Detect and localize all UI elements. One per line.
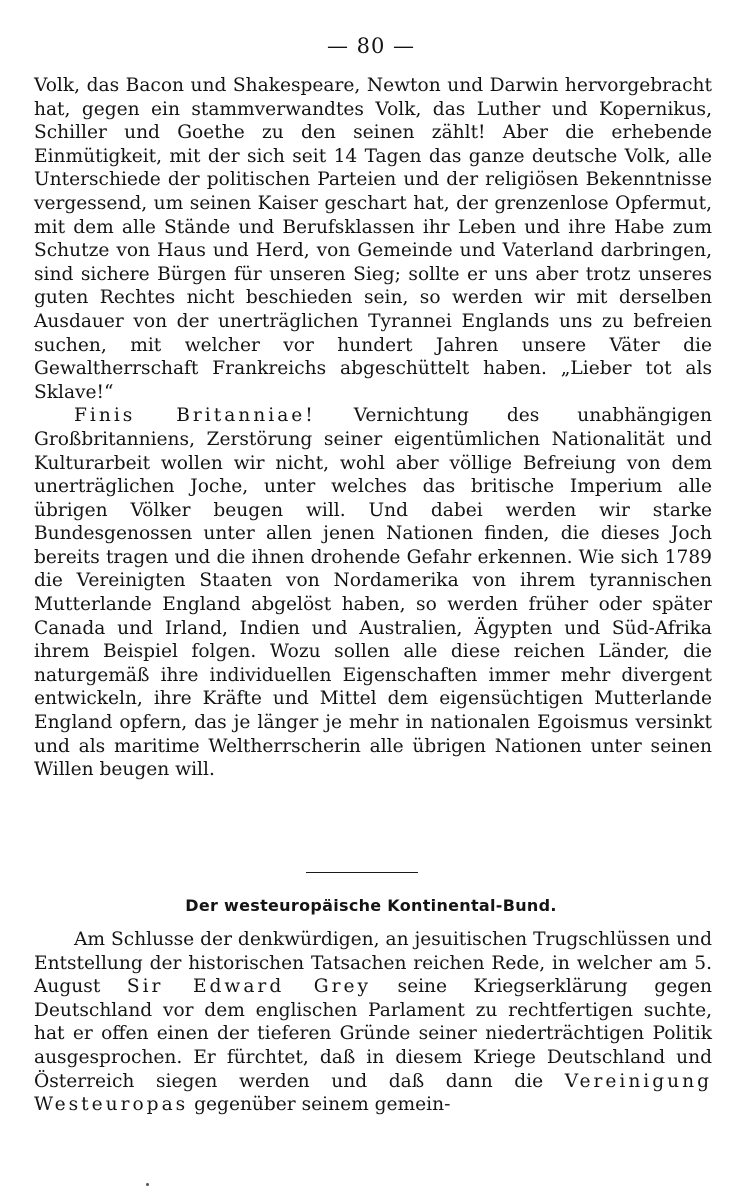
print-speck [146,1183,149,1186]
page-number: — 80 — [326,34,416,58]
emphasis-finis-britanniae: Finis Britanniae! [74,405,316,427]
section-heading: Der westeuropäische Kontinental-Bund. [185,896,557,915]
emphasis-term: Vereinigung Westeuropas [34,1070,712,1116]
emphasis-person-name: Sir Edward Grey [126,976,372,998]
paragraph-finis-britanniae [34,404,712,782]
paragraph-finis-britanniae-text: Vernichtung des unabhängigen Großbritanniens, Zerstörung seiner eigentümlichen Nationalität und Kulturarbeit wollen wir nicht, wohl aber völlige Befreiung von dem unerträglichen Joche, unter welches das britische Imperium alle übrigen Völker beugen will. Und dabei werden wir starke Bundesgenossen unter allen jenen Nationen finden, die dieses Joch bereits tragen und die ihnen drohende Gefahr erkennen. Wie sich 1789 die Vereinigten Staaten von Nordamerika von ihrem tyrannischen Mutterlande England abgelöst haben, so werden früher oder später Canada und Irland, Indien und Australien, Ägypten und Süd-Afrika ihrem Beispiel folgen. Wozu sollen alle diese reichen Länder, die naturgemäß ihre individuellen Eigenschaften immer mehr divergent entwickeln, ihre Kräfte und Mittel dem eigensüchtigen Mutterlande England opfern, das je länger je mehr in nationalen Egoismus versinkt und als maritime Weltherrscherin alle übrigen Nationen unter seinen Willen beugen will. [34,405,712,781]
body-text-top [34,74,712,782]
paragraph-text-part-3: gegenüber seinem gemein- [188,1094,451,1116]
paragraph-text-part-2: seine Kriegserklärung gegen Deutschland vor dem englischen Parlament zu rechtfertigen suchte, hat er offen einen der tieferen Gründe seiner niederträchtigen Politik ausgesprochen. Er fürchtet, daß in diesem Kriege Deutschland und Österreich siegen werden und daß dann die [34,976,712,1092]
paragraph-text-part-1: Am Schlusse der denkwürdigen, an jesuitischen Trugschlüssen und Entstellung der historischen Tatsachen reichen Rede, in welcher am 5. August [34,929,712,998]
section-divider [306,872,418,873]
paragraph-kontinental-bund [34,928,712,1117]
body-text-bottom [34,928,712,1117]
paragraph-continued: Volk, das Bacon und Shakespeare, Newton und Darwin hervorgebracht hat, gegen ein stammverwandtes Volk, das Luther und Kopernikus, Schiller und Goethe zu den seinen zählt! Aber die erhebende Einmütigkeit, mit der sich seit 14 Tagen das ganze deutsche Volk, alle Unterschiede der politischen Parteien und der religiösen Bekenntnisse vergessend, um seinen Kaiser geschart hat, der grenzenlose Opfermut, mit dem alle Stände und Berufsklassen ihr Leben und ihre Habe zum Schutze von Haus und Herd, von Gemeinde und Vaterland darbringen, sind sichere Bürgen für unseren Sieg; sollte er uns aber trotz unseres guten Rechtes nicht beschieden sein, so werden wir mit derselben Ausdauer von der unerträglichen Tyrannei Englands uns zu befreien suchen, mit welcher vor hundert Jahren unsere Väter die Gewaltherrschaft Frankreichs abgeschüttelt haben. „Lieber tot als Sklave!“ [34,75,712,403]
